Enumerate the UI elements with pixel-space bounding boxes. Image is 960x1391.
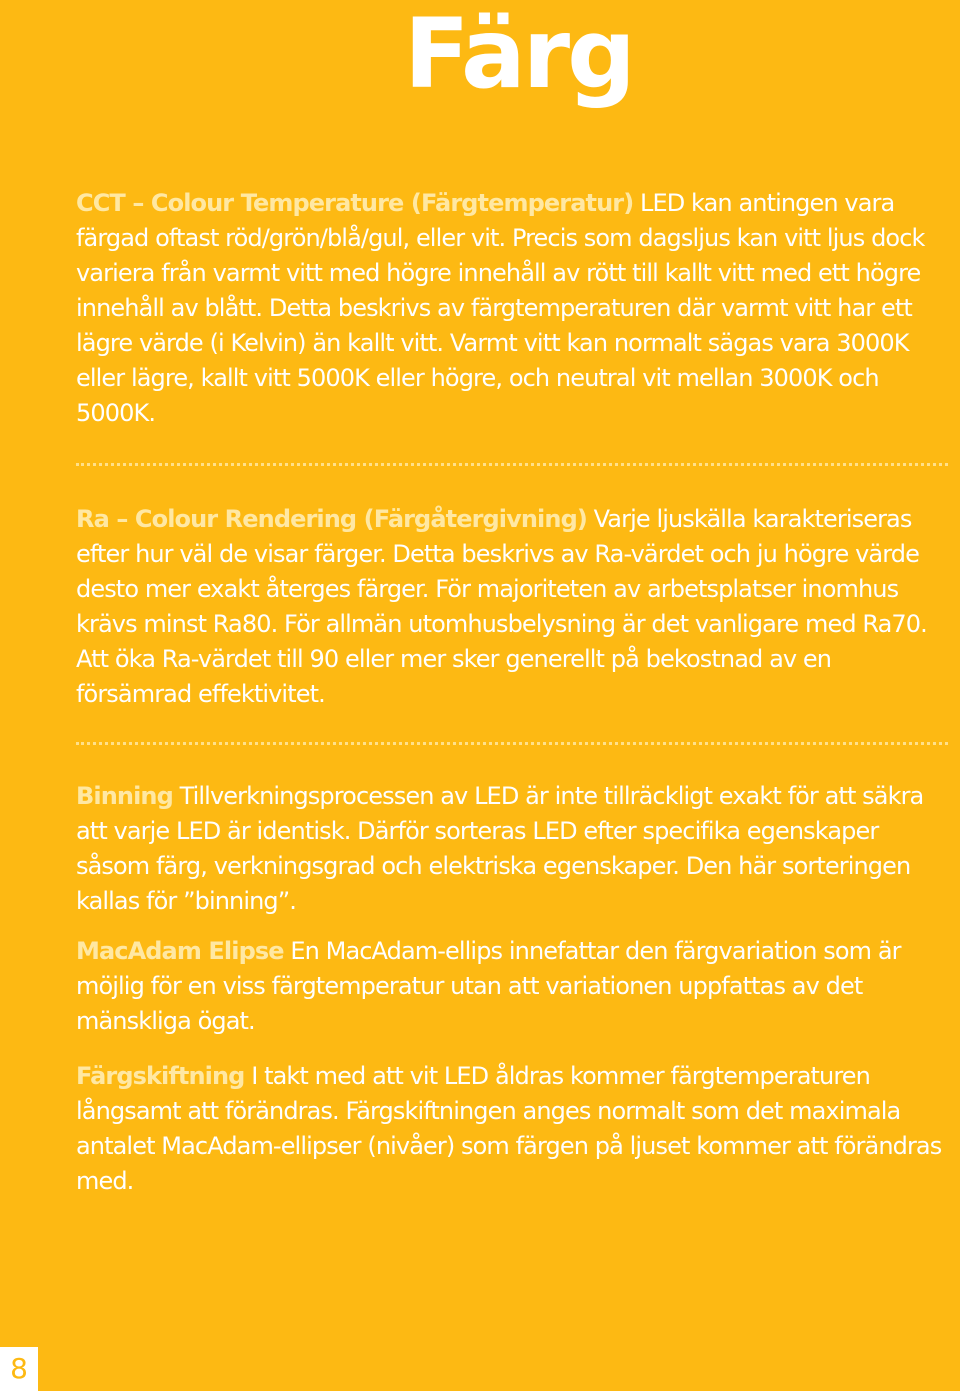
paragraph-fargskiftning [76,1059,948,1199]
paragraph-ra [76,502,948,712]
paragraph-binning [76,779,948,919]
definition-ra: Varje ljuskälla karakteriseras efter hur väl de visar färger. Detta beskrivs av Ra-värdet och ju högre värde desto mer exakt återges färger. För majoriteten av arbetsplatser inomhus krävs minst Ra80. För allmän utomhusbelysning är det vanligare med Ra70. Att öka Ra-värdet till 90 eller mer sker generellt på bekostnad av en försämrad effektivitet. [76,505,927,708]
term-macadam: MacAdam Elipse [76,937,284,965]
definition-fargskiftning: I takt med att vit LED åldras kommer färgtemperaturen långsamt att förändras. Färgskiftningen anges normalt som det maximala antalet MacAdam-ellipser (nivåer) som färgen på ljuset kommer att förändras med. [76,1062,942,1195]
page-title: Färg [404,0,633,110]
paragraph-cct [76,186,948,431]
dotted-divider [76,463,948,466]
term-ra: Ra – Colour Rendering (Färgåtergivning) [76,505,587,533]
definition-cct: LED kan antingen vara färgad oftast röd/grön/blå/gul, eller vit. Precis som dagsljus kan vitt ljus dock variera från varmt vitt med högre innehåll av rött till kallt vitt med ett högre innehåll av blått. Detta beskrivs av färgtemperaturen där varmt vitt har ett lägre värde (i Kelvin) än kallt vitt. Varmt vitt kan normalt sägas vara 3000K eller lägre, kallt vitt 5000K eller högre, och neutral vit mellan 3000K och 5000K. [76,189,925,427]
dotted-divider [76,742,948,745]
definition-binning: Tillverkningsprocessen av LED är inte tillräckligt exakt för att säkra att varje LED är identisk. Därför sorteras LED efter specifika egenskaper såsom färg, verkningsgrad och elektriska egenskaper. Den här sorteringen kallas för ”binning”. [76,782,924,915]
paragraph-macadam [76,934,948,1039]
glossary-content [76,186,948,1199]
definition-macadam: En MacAdam-ellips innefattar den färgvariation som är möjlig för en viss färgtemperatur utan att variationen uppfattas av det mänskliga ögat. [76,937,901,1035]
page-number: 8 [0,1347,38,1391]
term-cct: CCT – Colour Temperature (Färgtemperatur) [76,189,634,217]
term-binning: Binning [76,782,173,810]
term-fargskiftning: Färgskiftning [76,1062,245,1090]
